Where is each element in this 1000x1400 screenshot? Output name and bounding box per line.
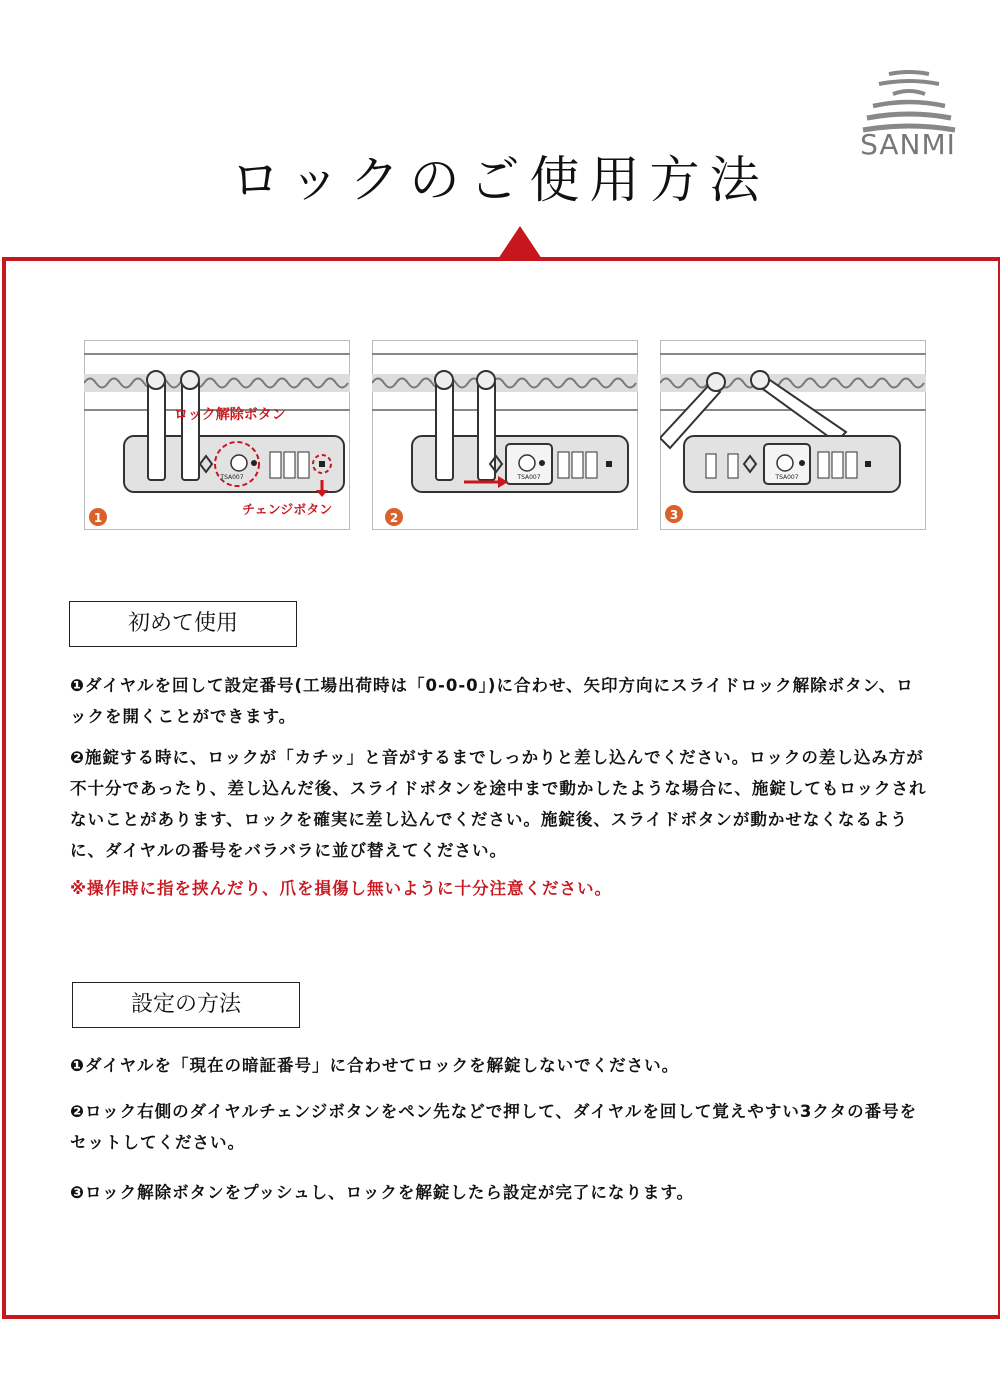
lock-figure-3	[660, 340, 926, 530]
release-button-label: ロック解除ボタン	[174, 407, 286, 423]
first-use-warning: ※操作時に指を挟んだり、爪を損傷し無いように十分注意ください。	[70, 879, 613, 898]
lock-figure-2	[372, 340, 638, 530]
page-title: ロックのご使用方法	[230, 151, 770, 209]
section-heading-setting: 設定の方法	[72, 982, 300, 1028]
setting-paragraph-2: ❷ロック右側のダイヤルチェンジボタンをペン先などで押して、ダイヤルを回して覚えやすい3クタの番号をセットしてください。	[70, 1102, 918, 1152]
first-use-paragraph-2: ❷施錠する時に、ロックが「カチッ」と音がするまでしっかりと差し込んでください。ロックの差し込み方が不十分であったり、差し込んだ後、スライドボタンを途中まで動かしたような場合に、施錠してもロックされないことがあります、ロックを確実に差し込んでください。施錠後、スライドボタンが動かせなくなるように、ダイヤルの番号をバラバラに並び替えてください。	[70, 748, 927, 860]
change-button-label: チェンジボタン	[242, 503, 333, 518]
lock-figure-1	[84, 340, 350, 530]
section-heading-first-use: 初めて使用	[69, 601, 297, 647]
tsa-label: TSA007	[775, 474, 799, 481]
step-badge: 3	[669, 508, 679, 522]
step-badge: 1	[93, 511, 103, 525]
first-use-paragraph-1: ❶ダイヤルを回して設定番号(工場出荷時は「0-0-0」)に合わせ、矢印方向にスライドロック解除ボタン、ロックを開くことができます。	[70, 676, 914, 726]
tsa-label: TSA007	[220, 474, 244, 481]
tsa-label: TSA007	[517, 474, 541, 481]
step-badge: 2	[389, 511, 399, 525]
panel-notch-triangle	[498, 226, 542, 259]
setting-paragraph-3: ❸ロック解除ボタンをプッシュし、ロックを解錠したら設定が完了になります。	[70, 1183, 695, 1202]
setting-paragraph-1: ❶ダイヤルを「現在の暗証番号」に合わせてロックを解錠しないでください。	[70, 1056, 680, 1075]
logo-wordmark: SANMI	[860, 128, 956, 161]
